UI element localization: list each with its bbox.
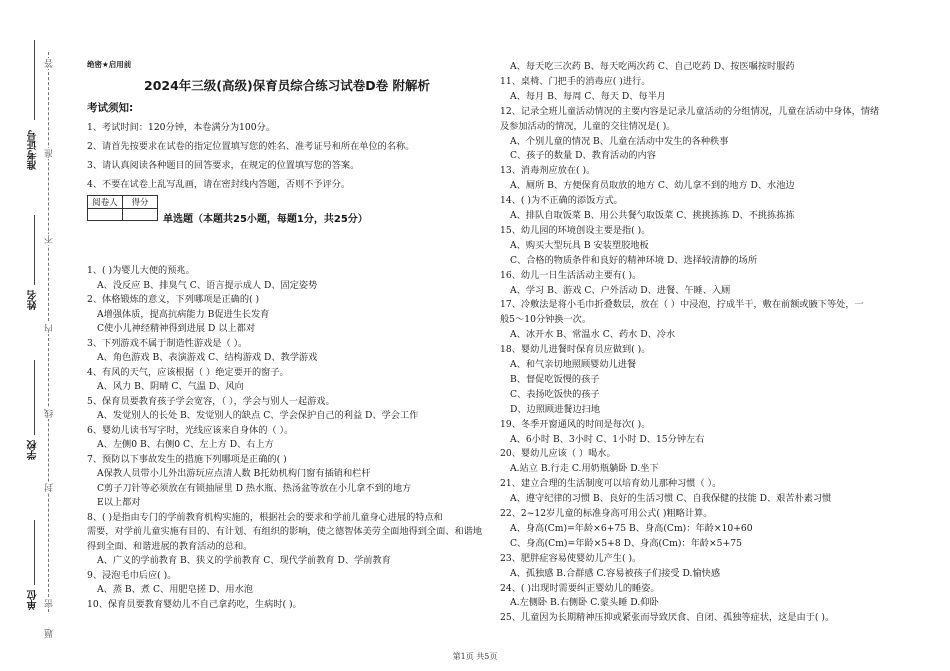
- question-line: A、厕所 B、方便保育员取放的地方 C、幼儿拿不到的地方 D、水池边: [510, 180, 795, 192]
- seal-mark: 准: [45, 149, 55, 158]
- question-line: A、和气亲切地照顾婴幼儿进餐: [510, 359, 637, 370]
- question-line: A、发觉别人的长处 B、发觉别人的缺点 C、学会保护自己的利益 D、学会工作: [97, 410, 419, 421]
- name-field[interactable]: [34, 215, 35, 285]
- exam-number-field[interactable]: [34, 40, 35, 120]
- question-line: A、每天吃三次药 B、每天吃两次药 C、自己吃药 D、按医嘱按时服药: [510, 61, 795, 72]
- binding-gutter: [0, 0, 70, 671]
- question-line: 20、婴幼儿应该（ ）喝水。: [500, 448, 616, 460]
- question-line: A、每月 B、每周 C、每天 D、每半月: [510, 90, 666, 102]
- seal-mark: 不: [45, 235, 55, 244]
- question-line: C、身高(Cm)=年龄×5+8 D、身高(Cm)：年龄×5+75: [510, 537, 742, 549]
- seal-mark: 线: [45, 409, 55, 418]
- question-line: A、冰开水 B、常温水 C、药水 D、冷水: [510, 329, 676, 341]
- score-table: [87, 195, 158, 221]
- question-line: A、个别儿童的情况 B、儿童在活动中发生的各种秩事: [510, 135, 729, 147]
- question-line: 21、建立合理的生活制度可以培育幼儿那种习惯（ ）。: [500, 478, 722, 490]
- seal-mark: 封: [45, 483, 55, 492]
- question-line: 3、下列游戏不属于制造性游戏是（ ）。: [87, 337, 248, 349]
- question-line: A、风力 B、阴晴 C、气温 D、风向: [97, 381, 244, 392]
- question-line: C、表扬吃饭快的孩子: [510, 388, 600, 400]
- grader-cell[interactable]: [88, 209, 123, 221]
- question-line: 13、消毒剂应放在( )。: [500, 165, 596, 177]
- question-line: 5、保育员要教育孩子学会宽容，（ ），学会与别人一起游戏。: [87, 395, 335, 407]
- question-line: 得到全面、和谐进展的教育活动的总和。: [87, 540, 253, 552]
- question-line: C剪子刀针等必须放在有锁抽屉里 D 热水瓶、热汤盆等放在小儿拿不到的地方: [97, 482, 412, 494]
- question-line: 9、浸泡毛巾后应( )。: [87, 569, 177, 581]
- question-line: 14、( )为不正确的添饭方式。: [500, 195, 623, 207]
- question-line: 8、( )是指由专门的学前教育机构实施的，根据社会的要求和学前儿童身心进展的特点和: [87, 511, 443, 523]
- seal-mark: 密: [45, 599, 55, 608]
- question-line: 22、2~12岁儿童的标准身高可用公式( )粗略计算。: [500, 508, 713, 519]
- question-line: A、左侧0 B、右侧0 C、左上方 D、右上方: [97, 439, 274, 450]
- question-line: 4、有风的天气，应该根据（ ）绝定要开的窗子。: [87, 366, 289, 378]
- unit-field[interactable]: [34, 520, 35, 585]
- grader-label: 阅卷人: [88, 196, 123, 209]
- label-exam-number: 准考证号: [28, 130, 39, 170]
- question-line: C、合格的物质条件和良好的精神环境 D、选择较清静的场所: [510, 254, 758, 266]
- question-line: 6、婴幼儿读书写字时，光线应该来自身体的（ ）。: [87, 424, 294, 436]
- question-line: 及参加活动的情况，儿童的交往情况是( )。: [500, 120, 676, 132]
- question-line: A、没反应 B、排臭气 C、语言提示成人 D、固定姿势: [97, 279, 318, 291]
- question-line: C、孩子的数量 D、教育活动的内容: [510, 150, 656, 162]
- question-line: 23、肥胖症容易使婴幼儿产生( )。: [500, 552, 642, 564]
- question-line: 1、( )为婴儿大便的预兆。: [87, 265, 195, 276]
- score-label: 得分: [123, 196, 158, 209]
- label-school: 学校: [28, 440, 39, 460]
- question-line: 10、保育员要教育婴幼儿不自己拿药吃，生病时( )。: [87, 598, 302, 610]
- question-line: A、遵守纪律的习惯 B、良好的生活习惯 C、自我保健的技能 D、艰苦朴素习惯: [510, 493, 832, 505]
- notice-item: 4、不要在试卷上乱写乱画，请在密封线内答题，否则不予评分。: [87, 179, 351, 190]
- question-line: 11、桌椅、门把手的消毒应( )进行。: [500, 75, 651, 87]
- question-line: 19、冬季开窗通风的时间是每次( )。: [500, 418, 651, 430]
- question-line: A、身高(Cm)=年龄×6+75 B、身高(Cm)：年龄×10+60: [510, 522, 753, 534]
- page-title: 2024年三级(高级)保育员综合练习试卷D卷 附解析: [144, 78, 430, 93]
- question-line: A、排队自取饭菜 B、用公共餐勺取饭菜 C、挑挑拣拣 D、不挑拣拣拣: [510, 210, 795, 221]
- question-line: 7、预防以下事故发生的措施下列哪项是正确的( ): [87, 453, 287, 465]
- secret-label: 绝密★启用前: [87, 60, 132, 69]
- section-title: 单选题（本题共25小题，每题1分，共25分）: [163, 214, 368, 225]
- question-line: A.站立 B.行走 C.用奶瓶躺卧 D.坐下: [510, 463, 659, 475]
- question-line: 16、幼儿一日生活活动主要有( )。: [500, 269, 642, 281]
- question-line: A.左侧卧 B.右侧卧 C.蒙头睡 D.仰卧: [510, 597, 659, 609]
- question-line: A、学习 B、游戏 C、户外活动 D、进餐、午睡、入厕: [510, 284, 731, 296]
- question-line: 需要，对学前儿童实施有目的、有计划、有组织的影响，使之德智体美劳全面地得到全面、和谐地: [87, 526, 483, 537]
- question-line: 15、幼儿园的环境创设主要是指( )。: [500, 224, 651, 236]
- question-line: A、广义的学前教育 B、狭义的学前教育 C、现代学前教育 D、学前教育: [97, 555, 391, 566]
- seal-mark: 答: [45, 59, 55, 68]
- page-number: 第1页 共5页: [452, 652, 498, 661]
- question-line: 25、儿童因为长期精神压抑或紧张而导致厌食、自闭、孤独等症状，这是由于( )。: [500, 612, 835, 624]
- seal-mark: 内: [45, 324, 55, 333]
- notice-item: 1、考试时间：120分钟，本卷满分为100分。: [87, 122, 275, 133]
- question-line: 12、记录全班儿童活动情况的主要内容是记录儿童活动的分组情况，儿童在活动中身体，情绪: [500, 105, 880, 117]
- question-line: 18、婴幼儿进餐时保育员应做到( )。: [500, 344, 651, 356]
- notice-item: 2、请首先按要求在试卷的指定位置填写您的姓名、准考证号和所在单位的名称。: [87, 141, 415, 152]
- question-line: A、孤独感 B.合群感 C.容易被孩子们接受 D.愉快感: [510, 567, 721, 579]
- label-unit: 单位: [28, 590, 39, 610]
- question-line: 24、( )出现时需要纠正婴幼儿的睡姿。: [500, 582, 660, 594]
- question-line: E以上都对: [97, 497, 141, 508]
- question-line: 2、体格锻炼的意义，下列哪项是正确的( ): [87, 294, 260, 305]
- question-line: 般5～10分钟换一次。: [500, 314, 592, 326]
- question-line: A、购买大型玩具 B 安装塑胶地板: [510, 239, 649, 251]
- question-line: C使小儿神经精神得到进展 D 以上都对: [97, 323, 256, 334]
- notice-heading: 考试须知:: [87, 102, 134, 114]
- question-line: A保教人员带小儿外出游玩应点清人数 B托幼机构门窗有插销和栏杆: [97, 468, 371, 479]
- question-line: B、督促吃饭慢的孩子: [510, 373, 600, 385]
- question-line: A、6小时 B、3小时 C、1小时 D、15分钟左右: [510, 433, 705, 445]
- seal-mark: 题: [45, 629, 55, 638]
- question-line: A、角色游戏 B、表演游戏 C、结构游戏 D、教学游戏: [97, 352, 318, 363]
- question-line: 17、冷敷法是将小毛巾折叠数层，放在（ ）中浸泡，拧成半干，敷在前额或腋下等处，一: [500, 299, 864, 311]
- score-cell[interactable]: [123, 209, 158, 221]
- question-line: A增强体质，提高抗病能力 B促进生长发育: [97, 308, 270, 320]
- notice-item: 3、请认真阅读各种题目的回答要求，在规定的位置填写您的答案。: [87, 160, 360, 171]
- question-line: D、边照顾进餐边扫地: [510, 403, 601, 415]
- question-line: A、蒸 B、煮 C、用肥皂搓 D、用水泡: [97, 584, 253, 595]
- school-field[interactable]: [34, 360, 35, 435]
- label-name: 姓名: [28, 290, 39, 310]
